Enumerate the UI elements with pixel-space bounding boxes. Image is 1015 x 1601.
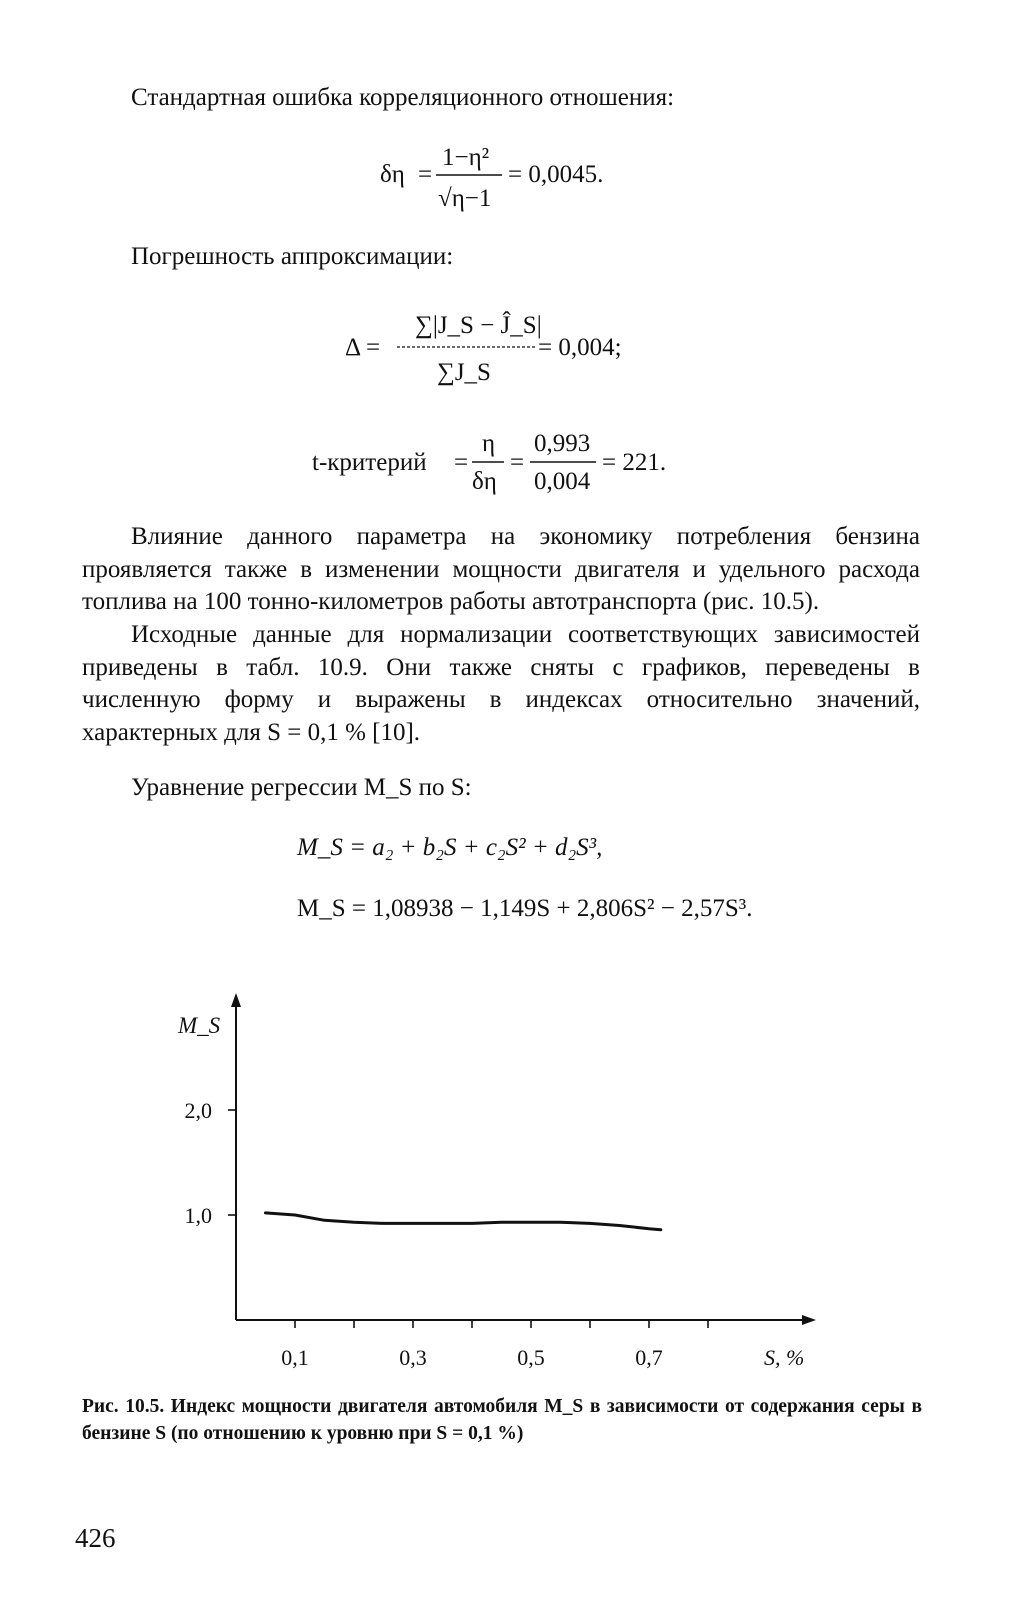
figure-caption: Рис. 10.5. Индекс мощности двигателя автомобиля M_S в зависимости от содержания серы в бензине S (по отношению к уровню при S = 0,1 %) bbox=[82, 1396, 922, 1444]
series-line bbox=[266, 1213, 661, 1230]
formula-delta-numerator: ∑|J_S − Ĵ_S| bbox=[415, 312, 542, 339]
x-tick-label: 0,3 bbox=[399, 1345, 427, 1370]
figure-10-5-chart bbox=[150, 985, 840, 1380]
formula-delta-denominator: ∑J_S bbox=[437, 359, 491, 386]
formula-t-frac2-den: 0,004 bbox=[534, 468, 591, 495]
formula-t-svg bbox=[312, 425, 692, 505]
equation-numeric: M_S = 1,08938 − 1,149S + 2,806S² − 2,57S³. bbox=[297, 895, 753, 922]
y-tick-label: 2,0 bbox=[184, 1098, 212, 1123]
formula-t-eq1: = bbox=[454, 449, 469, 476]
formula-delta-svg bbox=[345, 300, 645, 390]
y-axis-arrow bbox=[231, 993, 241, 1007]
x-tick-label: 0,1 bbox=[281, 1345, 309, 1370]
formula-t-eq2: = bbox=[510, 449, 525, 476]
formula-delta-eta-lhs: δη bbox=[380, 161, 405, 188]
chart-lines bbox=[266, 1213, 661, 1230]
chart-ticks bbox=[177, 1013, 804, 1370]
formula-t-lhs: t-критерий bbox=[312, 449, 427, 476]
x-axis-label: S, % bbox=[764, 1345, 805, 1370]
x-tick-label: 0,5 bbox=[517, 1345, 545, 1370]
formula-t-frac2-num: 0,993 bbox=[534, 430, 591, 457]
formula-delta bbox=[345, 300, 645, 395]
x-tick-label: 0,7 bbox=[635, 1345, 663, 1370]
formula-delta-eta-denominator: √η−1 bbox=[438, 185, 492, 212]
paragraph-source-data: Исходные данные для нормализации соответствующих зависимостей приведены в табл. 10.9. Они также сняты с графиков, переведены в численную форму и выражены в индексах относительно значений, характерных для S = 0,1 % [10]. bbox=[82, 621, 920, 746]
y-axis-label: M_S bbox=[178, 1013, 221, 1038]
formula-t-criterion bbox=[312, 425, 692, 510]
formula-delta-eta-numerator: 1−η² bbox=[442, 144, 490, 171]
heading-approx-error: Погрешность аппроксимации: bbox=[131, 243, 454, 270]
formula-delta-eta bbox=[380, 140, 640, 225]
heading-std-error: Стандартная ошибка корреляционного отношения: bbox=[131, 84, 675, 111]
y-tick-label: 1,0 bbox=[184, 1203, 212, 1228]
formula-delta-eta-eq: = bbox=[418, 161, 433, 188]
formula-t-frac1-den: δη bbox=[472, 468, 497, 495]
paragraph-influence: Влияние данного параметра на экономику потребления бензина проявляется также в изменении мощности двигателя и удельного расхода топлива на 100 тонно-километров работы автотранспорта (рис. 10.5). bbox=[82, 523, 920, 615]
chart-axes bbox=[231, 993, 816, 1325]
x-axis-arrow bbox=[802, 1315, 816, 1325]
formula-delta-eta-svg bbox=[380, 140, 640, 220]
formula-t-result: = 221. bbox=[602, 449, 667, 476]
page-number: 426 bbox=[75, 1523, 116, 1553]
formula-t-frac1-num: η bbox=[482, 430, 496, 457]
formula-delta-eta-result: = 0,0045. bbox=[508, 161, 604, 188]
formula-delta-lhs: Δ = bbox=[345, 334, 381, 361]
heading-regression: Уравнение регрессии M_S по S: bbox=[131, 774, 472, 801]
chart-svg bbox=[150, 985, 840, 1380]
formula-delta-result: = 0,004; bbox=[538, 334, 622, 361]
equation-general: M_S = a₂ + b₂S + c₂S² + d₂S³, bbox=[297, 834, 603, 861]
